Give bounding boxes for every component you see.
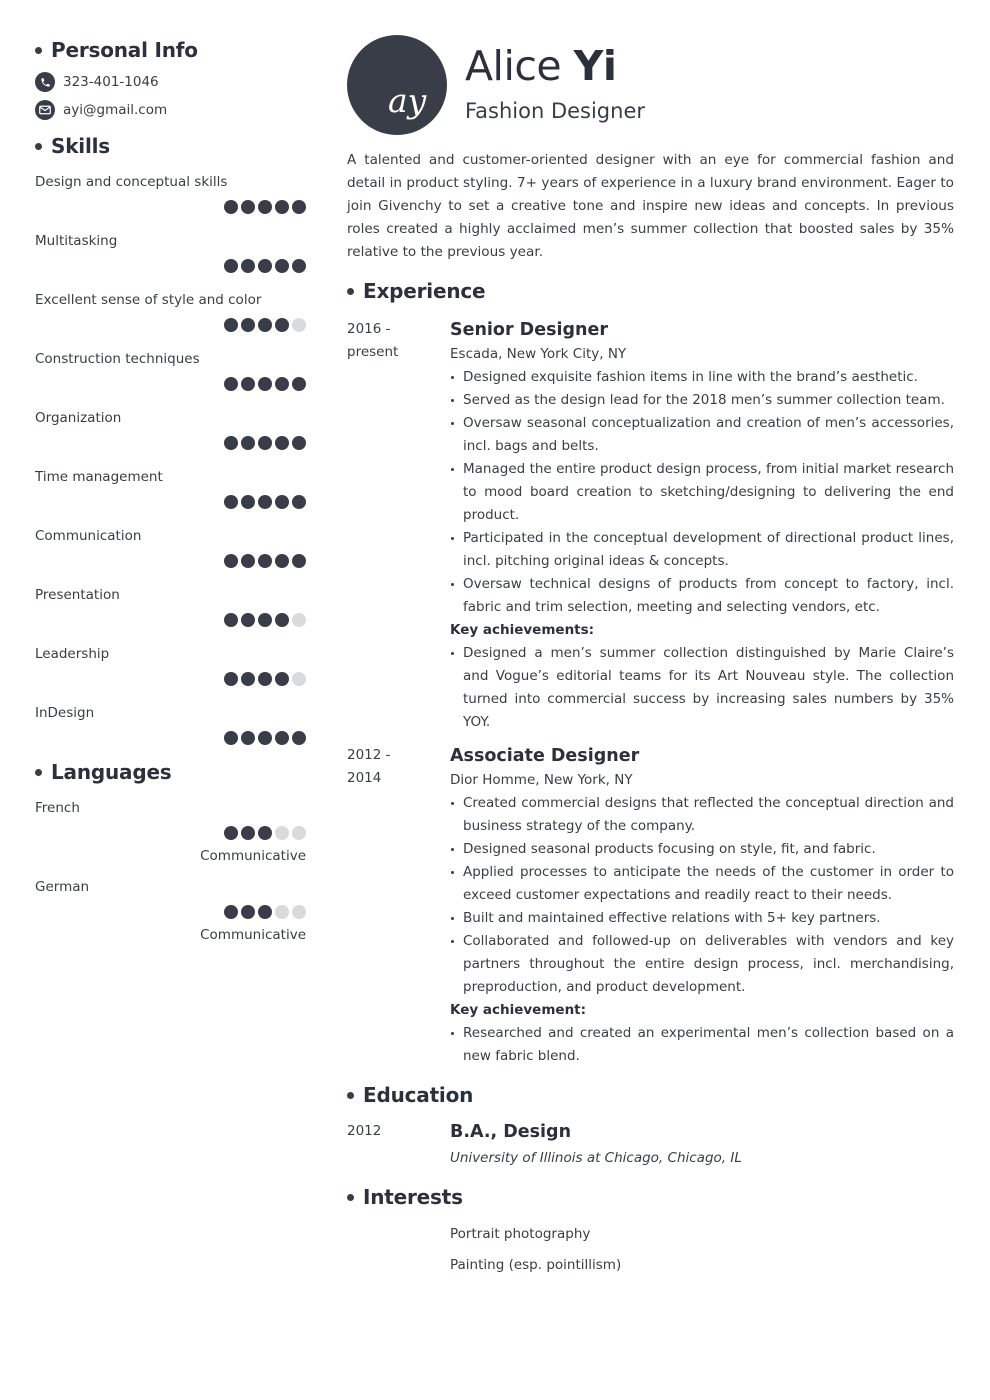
responsibility-item: Applied processes to anticipate the needs of the customer in order to exceed customer expectations and readily react to their needs. bbox=[450, 861, 954, 907]
job-title: Senior Designer bbox=[450, 320, 608, 340]
language-name: French bbox=[35, 800, 80, 816]
rating-dot-filled bbox=[292, 259, 306, 273]
rating-dot-filled bbox=[275, 495, 289, 509]
skill-name: Time management bbox=[35, 469, 163, 485]
languages-list bbox=[35, 798, 306, 945]
job-date-start: 2016 - bbox=[347, 321, 391, 337]
rating-dots bbox=[35, 613, 306, 627]
rating-dot-filled bbox=[275, 377, 289, 391]
rating-dot-filled bbox=[224, 259, 238, 273]
personal-info-heading: Personal Info bbox=[35, 38, 306, 62]
skill-item bbox=[35, 172, 306, 214]
rating-dot-filled bbox=[292, 554, 306, 568]
left-column bbox=[35, 38, 306, 945]
skill-name: InDesign bbox=[35, 705, 95, 721]
email-address: ayi@gmail.com bbox=[63, 102, 168, 118]
responsibility-item: Managed the entire product design process, from initial market research to mood board creation to sketching/designing to delivering the end product. bbox=[450, 458, 954, 527]
education-heading: Education bbox=[347, 1082, 954, 1108]
rating-dot-filled bbox=[241, 554, 255, 568]
skill-item bbox=[35, 408, 306, 450]
job-entry bbox=[347, 744, 954, 1068]
rating-dot-filled bbox=[241, 436, 255, 450]
rating-dots bbox=[35, 905, 306, 919]
skills-heading: Skills bbox=[35, 134, 306, 158]
rating-dot-filled bbox=[292, 200, 306, 214]
rating-dot-filled bbox=[258, 495, 272, 509]
rating-dot-filled bbox=[241, 826, 255, 840]
bullet-icon bbox=[35, 47, 42, 54]
skill-item bbox=[35, 585, 306, 627]
right-column bbox=[347, 35, 954, 1275]
achievement-item: Designed a men’s summer collection distinguished by Marie Claire’s and Vogue’s editorial teams for its Art Nouveau style. The collection turned into commercial success by increasing sales numbers by 35% YOY. bbox=[450, 642, 954, 734]
rating-dot-filled bbox=[241, 613, 255, 627]
responsibility-item: Created commercial designs that reflected the conceptual direction and business strategy of the company. bbox=[450, 792, 954, 838]
language-level: Communicative bbox=[200, 848, 306, 864]
job-date-start: 2012 - bbox=[347, 747, 391, 763]
rating-dots bbox=[35, 377, 306, 391]
skill-name: Organization bbox=[35, 410, 122, 426]
rating-dot-filled bbox=[258, 672, 272, 686]
rating-dot-filled bbox=[241, 672, 255, 686]
rating-dot-filled bbox=[258, 613, 272, 627]
interest-item: Painting (esp. pointillism) bbox=[450, 1257, 622, 1273]
skill-name: Multitasking bbox=[35, 233, 118, 249]
rating-dot-filled bbox=[224, 554, 238, 568]
education-date: 2012 bbox=[347, 1123, 382, 1139]
rating-dots bbox=[35, 436, 306, 450]
job-responsibilities bbox=[450, 792, 954, 999]
language-level: Communicative bbox=[200, 927, 306, 943]
responsibility-item: Served as the design lead for the 2018 men’s summer collection team. bbox=[450, 389, 954, 412]
responsibility-item: Participated in the conceptual development of directional product lines, incl. pitching original ideas & concepts. bbox=[450, 527, 954, 573]
resume-header bbox=[347, 35, 954, 135]
skill-name: Design and conceptual skills bbox=[35, 174, 228, 190]
rating-dot-filled bbox=[224, 318, 238, 332]
bullet-icon bbox=[35, 143, 42, 150]
rating-dot-filled bbox=[258, 200, 272, 214]
school: University of Illinois at Chicago, Chicago, IL bbox=[450, 1150, 742, 1166]
language-item bbox=[35, 798, 306, 866]
languages-heading: Languages bbox=[35, 760, 306, 784]
rating-dot-filled bbox=[241, 377, 255, 391]
job-dates bbox=[347, 318, 450, 734]
rating-dot-filled bbox=[258, 436, 272, 450]
rating-dot-filled bbox=[224, 436, 238, 450]
education-entry bbox=[347, 1120, 954, 1170]
rating-dot-empty bbox=[292, 826, 306, 840]
rating-dot-filled bbox=[275, 731, 289, 745]
bullet-icon bbox=[347, 1092, 354, 1099]
rating-dot-filled bbox=[241, 318, 255, 332]
rating-dot-filled bbox=[275, 200, 289, 214]
rating-dot-filled bbox=[275, 554, 289, 568]
rating-dot-filled bbox=[275, 436, 289, 450]
bullet-icon bbox=[35, 769, 42, 776]
rating-dots bbox=[35, 200, 306, 214]
avatar-initials: ay bbox=[388, 81, 427, 120]
rating-dot-filled bbox=[258, 377, 272, 391]
skill-name: Leadership bbox=[35, 646, 110, 662]
skill-name: Presentation bbox=[35, 587, 120, 603]
rating-dot-filled bbox=[258, 731, 272, 745]
rating-dot-filled bbox=[224, 905, 238, 919]
rating-dot-filled bbox=[258, 554, 272, 568]
responsibility-item: Designed exquisite fashion items in line with the brand’s aesthetic. bbox=[450, 366, 954, 389]
bullet-icon bbox=[347, 288, 354, 295]
rating-dot-filled bbox=[224, 377, 238, 391]
rating-dot-empty bbox=[292, 613, 306, 627]
rating-dot-filled bbox=[241, 731, 255, 745]
job-title: Associate Designer bbox=[450, 746, 640, 766]
rating-dots bbox=[35, 318, 306, 332]
skill-item bbox=[35, 349, 306, 391]
bullet-icon bbox=[347, 1194, 354, 1201]
interest-item: Portrait photography bbox=[450, 1226, 591, 1242]
rating-dot-filled bbox=[224, 731, 238, 745]
email-row bbox=[35, 100, 306, 120]
job-achievements bbox=[450, 1022, 954, 1068]
rating-dot-filled bbox=[258, 826, 272, 840]
job-entry bbox=[347, 318, 954, 734]
rating-dot-filled bbox=[258, 318, 272, 332]
phone-row bbox=[35, 72, 306, 92]
responsibility-item: Oversaw technical designs of products from concept to factory, incl. fabric and trim selection, meeting and selecting vendors, etc. bbox=[450, 573, 954, 619]
job-dates bbox=[347, 744, 450, 1068]
responsibility-item: Designed seasonal products focusing on style, fit, and fabric. bbox=[450, 838, 954, 861]
job-date-end: 2014 bbox=[347, 770, 382, 786]
language-item bbox=[35, 877, 306, 945]
achievements-label: Key achievements: bbox=[450, 622, 595, 638]
job-achievements bbox=[450, 642, 954, 734]
rating-dots bbox=[35, 259, 306, 273]
profile-summary: A talented and customer-oriented designer with an eye for commercial fashion and detail in product styling. 7+ years of experience in a luxury brand environment. Eager to join Givenchy to set a creative tone and inspire new ideas and concepts. In previous roles created a highly acclaimed men’s summer collection that boosted sales by 35% relative to the previous year. bbox=[347, 152, 954, 260]
skills-list bbox=[35, 172, 306, 745]
rating-dot-filled bbox=[224, 672, 238, 686]
interests-heading: Interests bbox=[347, 1184, 954, 1210]
rating-dot-empty bbox=[275, 905, 289, 919]
jobs-list bbox=[347, 318, 954, 1068]
skill-item bbox=[35, 467, 306, 509]
envelope-icon bbox=[35, 100, 55, 120]
rating-dot-filled bbox=[224, 826, 238, 840]
rating-dot-filled bbox=[258, 259, 272, 273]
job-date-end: present bbox=[347, 344, 399, 360]
experience-section bbox=[347, 278, 954, 1068]
job-company: Dior Homme, New York, NY bbox=[450, 772, 633, 788]
skill-item bbox=[35, 231, 306, 273]
rating-dot-filled bbox=[258, 905, 272, 919]
skill-name: Construction techniques bbox=[35, 351, 200, 367]
responsibility-item: Built and maintained effective relations with 5+ key partners. bbox=[450, 907, 954, 930]
skill-item bbox=[35, 703, 306, 745]
rating-dot-filled bbox=[241, 495, 255, 509]
rating-dot-empty bbox=[292, 905, 306, 919]
rating-dot-empty bbox=[292, 318, 306, 332]
degree: B.A., Design bbox=[450, 1122, 572, 1142]
job-role: Fashion Designer bbox=[465, 99, 645, 123]
achievement-item: Researched and created an experimental men’s collection based on a new fabric blend. bbox=[450, 1022, 954, 1068]
rating-dot-filled bbox=[275, 672, 289, 686]
responsibility-item: Collaborated and followed-up on deliverables with vendors and key partners throughout the entire design process, incl. merchandising, preproduction, and product development. bbox=[450, 930, 954, 999]
rating-dots bbox=[35, 495, 306, 509]
rating-dot-filled bbox=[224, 200, 238, 214]
language-name: German bbox=[35, 879, 90, 895]
phone-icon bbox=[35, 72, 55, 92]
rating-dot-filled bbox=[241, 200, 255, 214]
interests-section bbox=[347, 1184, 954, 1275]
rating-dot-filled bbox=[241, 905, 255, 919]
rating-dot-filled bbox=[275, 259, 289, 273]
rating-dots bbox=[35, 731, 306, 745]
rating-dot-filled bbox=[292, 731, 306, 745]
job-responsibilities bbox=[450, 366, 954, 619]
rating-dot-filled bbox=[292, 495, 306, 509]
rating-dot-filled bbox=[275, 318, 289, 332]
job-company: Escada, New York City, NY bbox=[450, 346, 627, 362]
skill-name: Communication bbox=[35, 528, 142, 544]
skill-name: Excellent sense of style and color bbox=[35, 292, 262, 308]
rating-dot-filled bbox=[292, 436, 306, 450]
experience-heading: Experience bbox=[347, 278, 954, 304]
rating-dot-filled bbox=[224, 495, 238, 509]
rating-dot-filled bbox=[224, 613, 238, 627]
avatar bbox=[347, 35, 447, 135]
rating-dot-filled bbox=[292, 377, 306, 391]
rating-dots bbox=[35, 554, 306, 568]
skill-item bbox=[35, 644, 306, 686]
skill-item bbox=[35, 526, 306, 568]
rating-dots bbox=[35, 672, 306, 686]
phone-number: 323-401-1046 bbox=[63, 74, 159, 90]
candidate-name: Alice Yi bbox=[465, 42, 617, 90]
rating-dot-empty bbox=[292, 672, 306, 686]
rating-dot-filled bbox=[275, 613, 289, 627]
rating-dot-filled bbox=[241, 259, 255, 273]
rating-dot-empty bbox=[275, 826, 289, 840]
education-section bbox=[347, 1082, 954, 1170]
achievements-label: Key achievement: bbox=[450, 1002, 587, 1018]
responsibility-item: Oversaw seasonal conceptualization and creation of men’s accessories, incl. bags and belts. bbox=[450, 412, 954, 458]
rating-dots bbox=[35, 826, 306, 840]
skill-item bbox=[35, 290, 306, 332]
